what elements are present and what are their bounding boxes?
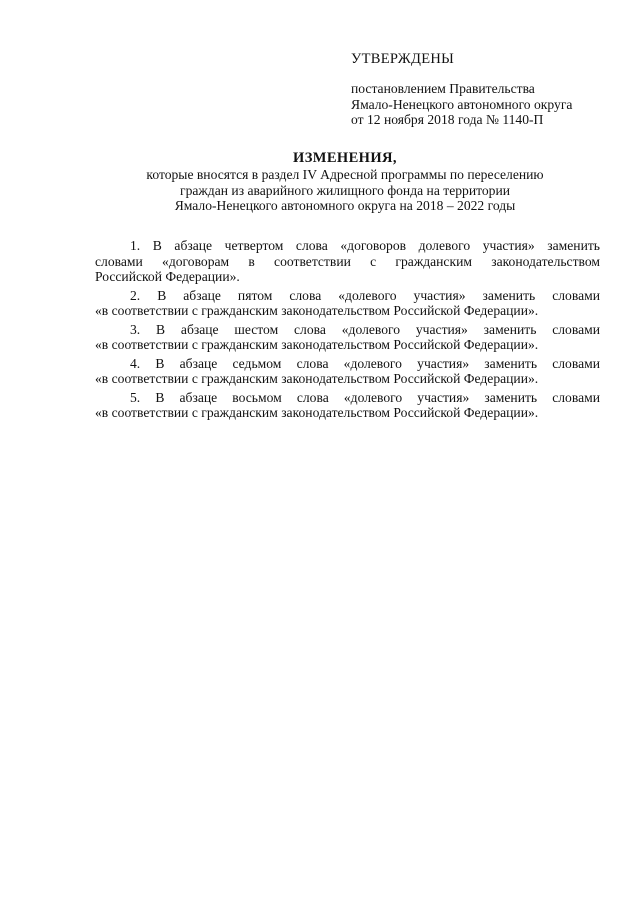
amendment-item-3 [95, 322, 600, 353]
item-line: «в соответствии с гражданским законодательством Российской Федерации». [95, 405, 539, 420]
approval-line: Ямало-Ненецкого автономного округа [351, 96, 573, 112]
item-line: «в соответствии с гражданским законодательством Российской Федерации». [95, 337, 539, 352]
item-line: 2. В абзаце пятом слова «долевого участия» заменить словами [130, 287, 600, 303]
approval-block [351, 50, 611, 128]
heading-line: Ямало-Ненецкого автономного округа на 2018 – 2022 годы [174, 198, 516, 213]
document-heading [90, 150, 600, 214]
approval-line: от 12 ноября 2018 года № 1140-П [351, 112, 544, 127]
approval-title: УТВЕРЖДЕНЫ [351, 51, 455, 67]
item-line: «в соответствии с гражданским законодательством Российской Федерации». [95, 371, 539, 386]
amendment-item-1 [95, 238, 600, 285]
amendment-item-2 [95, 288, 600, 319]
amendment-item-4 [95, 356, 600, 387]
heading-title: ИЗМЕНЕНИЯ, [293, 150, 397, 166]
approval-line: постановлением Правительства [351, 81, 535, 96]
item-line: 3. В абзаце шестом слова «долевого участия» заменить словами [130, 321, 600, 337]
item-line: 1. В абзаце четвертом слова «договоров долевого участия» заменить [130, 238, 600, 253]
item-line: 5. В абзаце восьмом слова «долевого участия» заменить словами [130, 389, 600, 405]
heading-line: которые вносятся в раздел IV Адресной программы по переселению [146, 167, 544, 182]
amendment-item-5 [95, 390, 600, 421]
approval-details [351, 81, 611, 128]
item-line: 4. В абзаце седьмом слова «долевого участия» заменить словами [130, 355, 600, 371]
item-line: словами «договорам в соответствии с гражданским законодательством [95, 253, 600, 269]
item-line: «в соответствии с гражданским законодательством Российской Федерации». [95, 303, 539, 318]
amendment-list [95, 238, 600, 424]
heading-line: граждан из аварийного жилищного фонда на территории [180, 182, 510, 198]
item-line: Российской Федерации». [95, 269, 240, 284]
